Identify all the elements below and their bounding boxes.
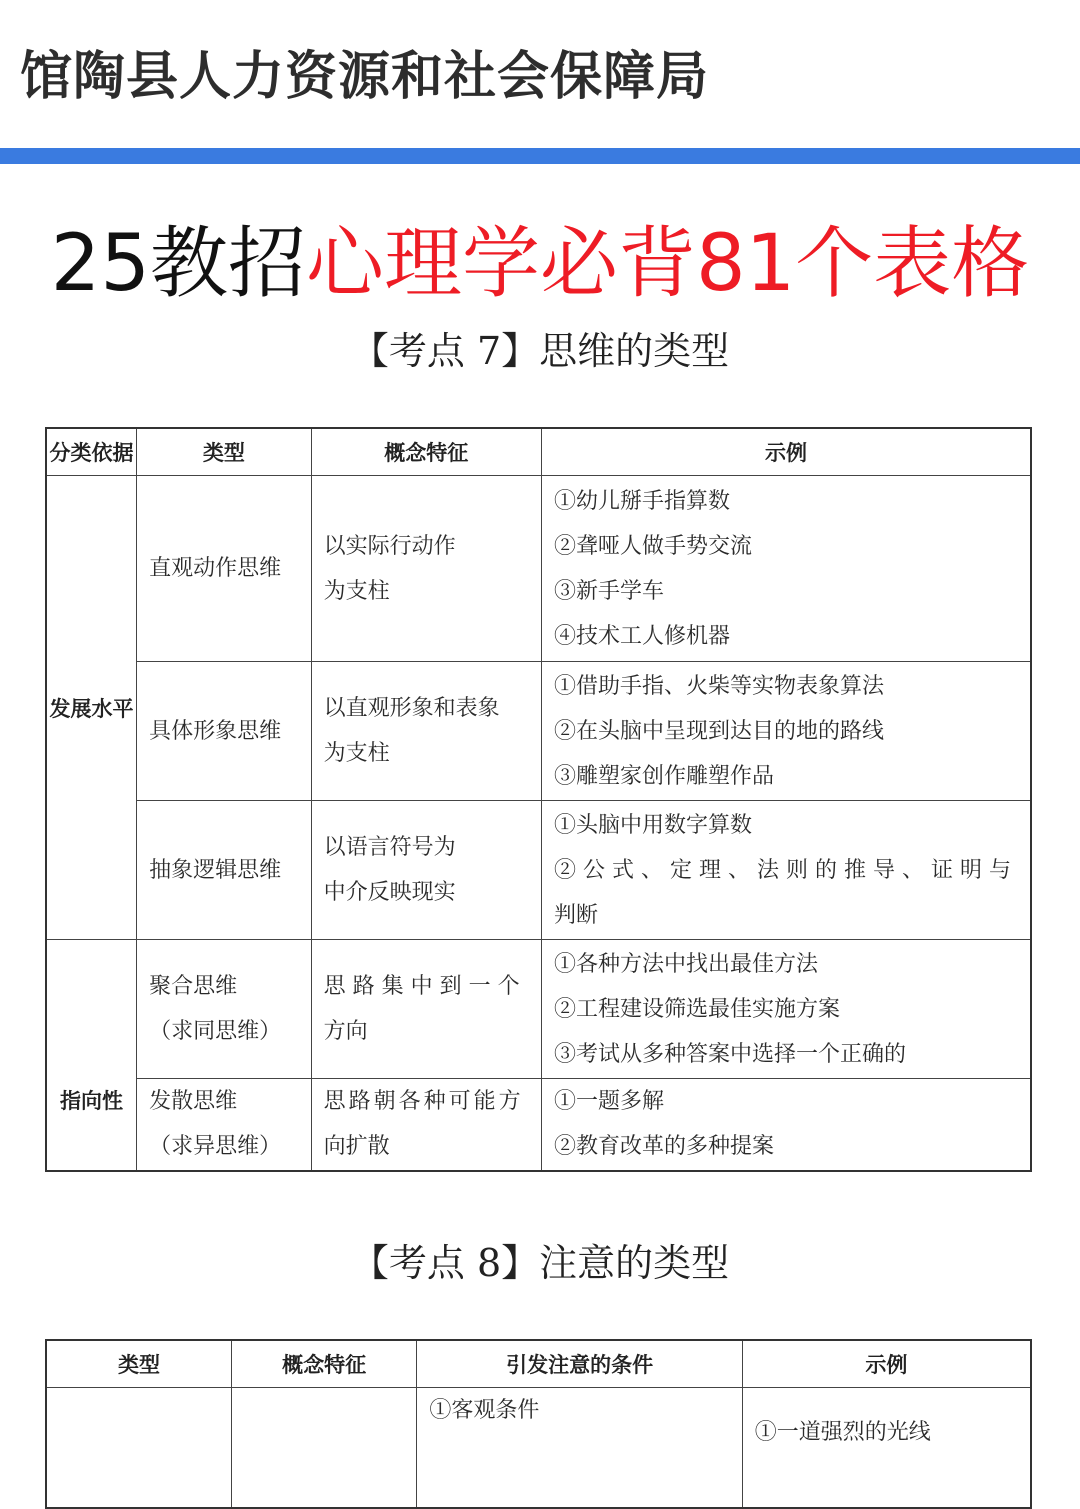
table-row — [46, 476, 1031, 662]
feature-cell — [231, 1388, 416, 1508]
example-cell — [742, 1388, 1031, 1508]
main-title — [0, 218, 1080, 310]
table-row — [46, 940, 1031, 1079]
example-cell — [541, 662, 1031, 801]
type-cell — [137, 801, 312, 940]
feature-cell — [311, 476, 541, 662]
header-condition: 引发注意的条件 — [417, 1340, 742, 1388]
type-line: 抽象逻辑思维 — [149, 857, 282, 883]
example-line: ③雕塑家创作雕塑作品 — [553, 763, 774, 789]
example-line: ①幼儿掰手指算数 — [553, 488, 730, 514]
basis-cell: 指向性 — [46, 940, 137, 1171]
header-feature: 概念特征 — [231, 1340, 416, 1388]
type-cell — [137, 476, 312, 662]
header-type: 类型 — [137, 428, 312, 476]
main-title-highlight: 心理学必背81个表格 — [306, 219, 1030, 309]
example-line: ①头脑中用数字算数 — [553, 812, 752, 838]
feature-line: 中介反映现实 — [323, 880, 456, 905]
type-line: 聚合思维 — [149, 974, 238, 999]
condition-line: ①客观条件 — [429, 1398, 540, 1423]
type-line: 发散思维 — [149, 1089, 238, 1115]
example-line: ①各种方法中找出最佳方法 — [553, 951, 818, 977]
example-cell — [541, 940, 1031, 1079]
section7-title: 【考点 7】思维的类型 — [350, 329, 730, 373]
section8-title: 【考点 8】注意的类型 — [350, 1241, 730, 1285]
type-cell — [137, 940, 312, 1079]
example-cell — [541, 801, 1031, 940]
example-line: ①一题多解 — [553, 1089, 664, 1115]
table-header-row — [46, 428, 1031, 476]
table-header-row — [46, 1340, 1031, 1388]
example-line: ②工程建设筛选最佳实施方案 — [553, 996, 840, 1022]
feature-line: 方向 — [323, 1019, 368, 1044]
org-header — [0, 0, 1080, 148]
type-line: （求异思维） — [149, 1134, 282, 1160]
attention-types-table — [45, 1339, 1032, 1509]
type-cell — [137, 1079, 312, 1171]
type-cell — [46, 1388, 231, 1508]
table-row — [46, 801, 1031, 940]
example-line: ③考试从多种答案中选择一个正确的 — [553, 1041, 906, 1067]
example-line: ②教育改革的多种提案 — [553, 1134, 774, 1160]
header-type: 类型 — [46, 1340, 231, 1388]
header-divider-bar — [0, 148, 1080, 164]
feature-line: 以直观形象和表象 — [323, 696, 500, 721]
feature-line: 为支柱 — [323, 741, 390, 766]
feature-cell — [311, 801, 541, 940]
main-title-prefix: 25教招 — [50, 219, 306, 309]
feature-cell — [311, 940, 541, 1079]
header-basis: 分类依据 — [46, 428, 137, 476]
example-line: ②在头脑中呈现到达目的地的路线 — [553, 718, 884, 744]
example-cell — [541, 476, 1031, 662]
feature-line: 为支柱 — [323, 578, 390, 604]
feature-line: 思路集中到一个 — [323, 974, 527, 999]
org-name: 馆陶县人力资源和社会保障局 — [20, 47, 710, 107]
table-row — [46, 1388, 1031, 1508]
example-line: 判断 — [553, 902, 598, 928]
type-line: 具体形象思维 — [149, 718, 282, 744]
feature-cell — [311, 662, 541, 801]
header-example: 示例 — [742, 1340, 1031, 1388]
feature-line: 以语言符号为 — [323, 835, 456, 860]
feature-line: 向扩散 — [323, 1134, 390, 1160]
example-line: ①一道强烈的光线 — [754, 1420, 931, 1445]
type-line: 直观动作思维 — [149, 556, 282, 581]
example-line: ③新手学车 — [553, 578, 664, 604]
table-row — [46, 662, 1031, 801]
header-example: 示例 — [541, 428, 1031, 476]
feature-line: 以实际行动作 — [323, 533, 456, 559]
type-line: （求同思维） — [149, 1019, 282, 1044]
example-line: ④技术工人修机器 — [553, 623, 730, 649]
example-cell — [541, 1079, 1031, 1171]
example-line: ①借助手指、火柴等实物表象算法 — [553, 673, 884, 699]
example-line: ②公式、定理、法则的推导、证明与 — [553, 857, 1018, 883]
example-line: ②聋哑人做手势交流 — [553, 533, 752, 559]
condition-cell — [417, 1388, 742, 1508]
thinking-types-table — [45, 427, 1032, 1172]
type-cell — [137, 662, 312, 801]
header-feature: 概念特征 — [311, 428, 541, 476]
feature-cell — [311, 1079, 541, 1171]
table-row — [46, 1079, 1031, 1171]
feature-line: 思路朝各种可能方 — [323, 1089, 524, 1115]
basis-cell: 发展水平 — [46, 476, 137, 940]
